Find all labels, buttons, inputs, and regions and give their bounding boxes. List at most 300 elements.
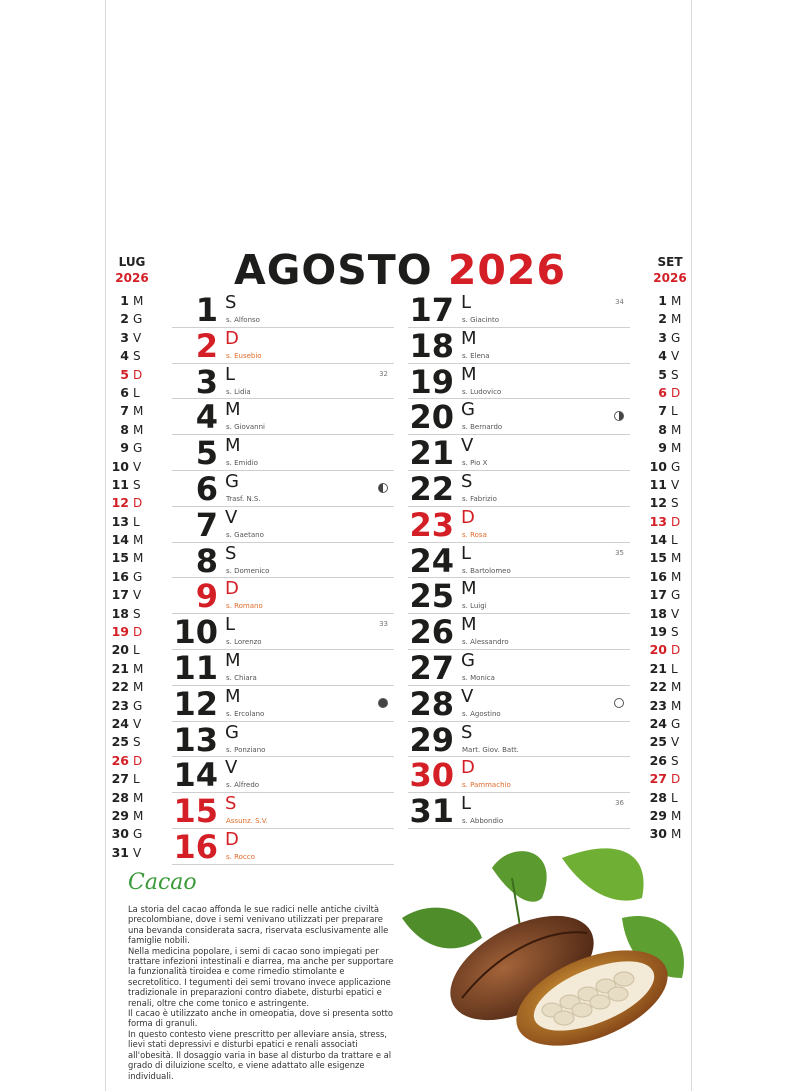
week-number: 36 xyxy=(615,799,624,808)
day-number: 26 xyxy=(649,752,667,768)
prev-month-day xyxy=(110,825,154,843)
day-number: 11 xyxy=(173,648,218,687)
next-month-day xyxy=(648,641,692,659)
day-number: 25 xyxy=(111,734,129,750)
weekday-letter: D xyxy=(671,514,681,529)
prev-month-day xyxy=(110,384,154,402)
day-number: 15 xyxy=(111,550,129,566)
weekday-letter: G xyxy=(671,716,681,731)
day-number: 14 xyxy=(173,756,218,795)
weekday-letter: L xyxy=(671,790,678,805)
day-number: 17 xyxy=(649,587,667,603)
saint-name: Assunz. S.V. xyxy=(226,817,268,826)
weekday-letter: M xyxy=(671,312,682,327)
weekday-letter: V xyxy=(671,349,680,364)
cacao-bean xyxy=(554,1011,574,1025)
moon-phase-icon xyxy=(614,698,624,708)
feature-paragraph: In questo contesto viene prescritto per alleviare ansia, stress, lievi stati depressivi e disturbi epatici e renali associati all'obesità. Il dosaggio varia in base al disturbo da trattare e al grado di diluizione scelto, e viene adattato alle esigenze individuali. xyxy=(128,1028,392,1081)
day-row xyxy=(408,578,630,614)
weekday-letter: D xyxy=(461,757,475,779)
next-month-day xyxy=(648,292,692,310)
prev-month-day xyxy=(110,402,154,420)
weekday-letter: M xyxy=(461,614,477,636)
leaf xyxy=(492,851,547,902)
day-number: 19 xyxy=(111,624,129,640)
month-year: 2026 xyxy=(447,246,566,294)
weekday-letter: M xyxy=(671,551,682,566)
prev-month-day xyxy=(110,715,154,733)
previous-month-column xyxy=(110,254,154,862)
day-number: 6 xyxy=(120,384,129,400)
day-number: 5 xyxy=(658,366,667,382)
weekday-letter: D xyxy=(225,578,239,600)
next-month-day xyxy=(648,715,692,733)
day-number: 18 xyxy=(409,326,454,365)
weekday-letter: G xyxy=(225,470,239,492)
prev-month-day xyxy=(110,844,154,862)
weekday-letter: G xyxy=(133,441,143,456)
day-row xyxy=(172,364,394,400)
day-number: 27 xyxy=(111,771,129,787)
day-number: 16 xyxy=(649,568,667,584)
weekday-letter: M xyxy=(461,327,477,349)
next-month-day xyxy=(648,678,692,696)
day-number: 12 xyxy=(173,684,218,723)
next-month-day xyxy=(648,458,692,476)
prev-month-day xyxy=(110,697,154,715)
prev-month-day xyxy=(110,678,154,696)
day-number: 9 xyxy=(195,577,218,616)
weekday-letter: G xyxy=(671,588,681,603)
day-row xyxy=(408,614,630,650)
next-month-day xyxy=(648,770,692,788)
weekday-letter: M xyxy=(461,363,477,385)
week-number: 34 xyxy=(615,298,624,306)
next-month-day xyxy=(648,402,692,420)
weekday-letter: M xyxy=(671,422,682,437)
saint-name: s. Bernardo xyxy=(462,423,503,432)
day-row xyxy=(172,793,394,829)
day-number: 13 xyxy=(649,513,667,529)
weekday-letter: D xyxy=(225,828,239,850)
day-number: 3 xyxy=(195,362,218,401)
weekday-letter: M xyxy=(671,827,682,842)
weekday-letter: S xyxy=(225,292,237,313)
prev-month-day xyxy=(110,660,154,678)
prev-month-day xyxy=(110,439,154,457)
day-number: 9 xyxy=(658,440,667,456)
day-number: 28 xyxy=(649,789,667,805)
week-number: 33 xyxy=(379,620,388,629)
day-number: 18 xyxy=(649,605,667,621)
leaf xyxy=(402,908,482,949)
weekday-letter: G xyxy=(671,330,681,345)
day-number: 24 xyxy=(409,541,454,580)
cacao-bean xyxy=(608,987,628,1001)
weekday-letter: V xyxy=(225,506,238,528)
saint-name: s. Emidio xyxy=(226,459,258,468)
prev-month-day xyxy=(110,807,154,825)
weekday-letter: S xyxy=(225,542,237,564)
saint-name: s. Luigi xyxy=(462,602,487,611)
cacao-pods-illustration xyxy=(372,838,692,1048)
cacao-bean xyxy=(614,972,634,986)
day-number: 22 xyxy=(111,679,129,695)
weekday-letter: D xyxy=(225,327,239,349)
day-number: 4 xyxy=(658,348,667,364)
weekday-letter: V xyxy=(133,330,142,345)
weekday-letter: V xyxy=(133,716,142,731)
day-row xyxy=(408,399,630,435)
days-column-left xyxy=(172,292,394,865)
day-number: 4 xyxy=(195,398,218,437)
weekday-letter: M xyxy=(671,680,682,695)
day-row xyxy=(408,793,630,829)
day-number: 24 xyxy=(111,715,129,731)
weekday-letter: M xyxy=(133,551,144,566)
weekday-letter: S xyxy=(133,735,141,750)
saint-name: s. Giovanni xyxy=(226,423,265,432)
day-number: 31 xyxy=(409,792,454,831)
saint-name: s. Alfonso xyxy=(226,316,260,324)
weekday-letter: V xyxy=(461,685,474,707)
previous-month-year: 2026 xyxy=(115,271,149,285)
weekday-letter: M xyxy=(671,808,682,823)
day-row xyxy=(172,757,394,793)
week-number: 35 xyxy=(615,548,624,557)
day-number: 16 xyxy=(111,568,129,584)
saint-name: s. Chiara xyxy=(226,673,257,682)
cacao-bean xyxy=(590,995,610,1009)
prev-month-day xyxy=(110,789,154,807)
weekday-letter: D xyxy=(133,625,143,640)
saint-name: s. Domenico xyxy=(226,566,270,575)
weekday-letter: L xyxy=(461,793,472,815)
day-number: 15 xyxy=(173,792,218,831)
day-number: 26 xyxy=(111,752,129,768)
next-month-day xyxy=(648,789,692,807)
day-number: 2 xyxy=(120,311,129,327)
weekday-letter: G xyxy=(225,721,239,743)
prev-month-day xyxy=(110,605,154,623)
day-row xyxy=(172,650,394,686)
next-month-day xyxy=(648,494,692,512)
saint-name: s. Agostino xyxy=(462,709,501,718)
day-row xyxy=(408,435,630,471)
weekday-letter: M xyxy=(133,790,144,805)
next-month-day xyxy=(648,660,692,678)
day-row xyxy=(408,722,630,758)
day-number: 10 xyxy=(111,458,129,474)
weekday-letter: L xyxy=(461,542,472,564)
weekday-letter: M xyxy=(133,661,144,676)
day-number: 8 xyxy=(195,541,218,580)
day-number: 8 xyxy=(658,421,667,437)
prev-month-day xyxy=(110,292,154,310)
saint-name: s. Abbondio xyxy=(462,817,504,826)
prev-month-day xyxy=(110,531,154,549)
day-number: 7 xyxy=(120,403,129,419)
prev-month-day xyxy=(110,421,154,439)
prev-month-day xyxy=(110,770,154,788)
saint-name: s. Fabrizio xyxy=(462,494,497,503)
day-number: 7 xyxy=(658,403,667,419)
weekday-letter: M xyxy=(225,685,241,707)
day-number: 16 xyxy=(173,827,218,866)
day-number: 9 xyxy=(120,440,129,456)
day-number: 4 xyxy=(120,348,129,364)
weekday-letter: L xyxy=(133,385,140,400)
next-month-day xyxy=(648,623,692,641)
weekday-letter: S xyxy=(671,625,679,640)
feature-title: Cacao xyxy=(128,870,197,895)
saint-name: s. Romano xyxy=(226,602,263,611)
day-number: 30 xyxy=(409,756,454,795)
prev-month-day xyxy=(110,310,154,328)
weekday-letter: L xyxy=(461,292,472,313)
next-month-day xyxy=(648,586,692,604)
day-number: 10 xyxy=(173,613,218,652)
weekday-letter: V xyxy=(133,459,142,474)
feature-paragraph: La storia del cacao affonda le sue radici nelle antiche civiltà precolombiane, dove i semi venivano utilizzati per preparare una bevanda considerata sacra, riservata esclusivamente alle famiglie nobili. xyxy=(128,904,389,946)
day-number: 1 xyxy=(658,293,667,308)
moon-phase-icon xyxy=(614,411,624,421)
day-row xyxy=(172,328,394,364)
day-number: 27 xyxy=(409,648,454,687)
weekday-letter: M xyxy=(133,680,144,695)
day-number: 21 xyxy=(409,434,454,473)
feature-paragraph: Nella medicina popolare, i semi di cacao sono impiegati per trattare infezioni intestinali e diarrea, ma anche per supportare la funzionalità tiroidea e come rimedio stimolante e secretolitico. I tegumenti dei semi trovano invece applicazione tradizionale in preparazioni contro diabete, disturbi epatici e renali, oltre che come tonico e astringente. xyxy=(128,945,394,1008)
weekday-letter: M xyxy=(133,808,144,823)
weekday-letter: D xyxy=(671,772,681,787)
day-number: 3 xyxy=(658,329,667,345)
month-name: AGOSTO xyxy=(234,246,433,294)
day-row xyxy=(408,686,630,722)
weekday-letter: M xyxy=(225,435,241,457)
weekday-letter: D xyxy=(133,496,143,511)
feature-paragraph: Il cacao è utilizzato anche in omeopatia, dove si presenta sotto forma di granuli. xyxy=(128,1008,394,1029)
weekday-letter: V xyxy=(671,735,680,750)
saint-name: s. Pammachio xyxy=(462,781,511,790)
weekday-letter: S xyxy=(671,753,679,768)
day-row xyxy=(172,507,394,543)
day-number: 30 xyxy=(111,826,129,842)
next-month-day xyxy=(648,439,692,457)
weekday-letter: D xyxy=(671,643,681,658)
day-row xyxy=(408,364,630,400)
day-number: 6 xyxy=(658,384,667,400)
day-row xyxy=(172,292,394,328)
day-number: 2 xyxy=(658,311,667,327)
day-number: 1 xyxy=(120,293,129,308)
day-row xyxy=(172,578,394,614)
prev-month-day xyxy=(110,458,154,476)
saint-name: s. Elena xyxy=(462,351,490,360)
weekday-letter: M xyxy=(225,399,241,421)
next-month-day xyxy=(648,310,692,328)
next-month-day xyxy=(648,549,692,567)
day-row xyxy=(172,435,394,471)
day-row xyxy=(172,399,394,435)
weekday-letter: M xyxy=(225,649,241,671)
saint-name: Mart. Giov. Batt. xyxy=(462,745,519,754)
prev-month-day xyxy=(110,549,154,567)
weekday-letter: V xyxy=(225,757,238,779)
weekday-letter: G xyxy=(133,827,143,842)
day-number: 31 xyxy=(111,844,129,860)
weekday-letter: S xyxy=(461,470,473,492)
next-month-name: SET xyxy=(657,255,683,269)
day-number: 27 xyxy=(649,771,667,787)
weekday-letter: G xyxy=(133,569,143,584)
day-number: 1 xyxy=(195,291,218,329)
day-row xyxy=(408,328,630,364)
weekday-letter: M xyxy=(133,533,144,548)
weekday-letter: L xyxy=(133,643,140,658)
weekday-letter: D xyxy=(133,367,143,382)
day-number: 5 xyxy=(195,434,218,473)
day-number: 14 xyxy=(111,532,129,548)
weekday-letter: D xyxy=(133,753,143,768)
saint-name: Trasf. N.S. xyxy=(226,494,261,503)
day-number: 15 xyxy=(649,550,667,566)
next-month-day xyxy=(648,807,692,825)
weekday-letter: V xyxy=(133,588,142,603)
saint-name: s. Monica xyxy=(462,673,495,682)
day-number: 20 xyxy=(649,642,667,658)
next-month-day xyxy=(648,347,692,365)
next-month-day xyxy=(648,752,692,770)
weekday-letter: M xyxy=(133,422,144,437)
day-number: 13 xyxy=(111,513,129,529)
day-number: 17 xyxy=(111,587,129,603)
saint-name: s. Ercolano xyxy=(226,709,265,718)
weekday-letter: G xyxy=(671,459,681,474)
weekday-letter: L xyxy=(225,363,236,385)
weekday-letter: M xyxy=(671,569,682,584)
day-number: 21 xyxy=(111,660,129,676)
day-number: 6 xyxy=(195,469,218,508)
weekday-letter: G xyxy=(461,399,475,421)
saint-name: s. Eusebio xyxy=(226,351,262,360)
prev-month-day xyxy=(110,641,154,659)
day-number: 22 xyxy=(409,469,454,508)
prev-month-day xyxy=(110,366,154,384)
saint-name: s. Ludovico xyxy=(462,387,502,396)
next-month-day xyxy=(648,329,692,347)
weekday-letter: D xyxy=(461,506,475,528)
weekday-letter: G xyxy=(461,649,475,671)
next-month-column xyxy=(648,254,692,844)
weekday-letter: S xyxy=(671,496,679,511)
prev-month-day xyxy=(110,623,154,641)
weekday-letter: S xyxy=(133,606,141,621)
saint-name: s. Alfredo xyxy=(226,781,260,790)
prev-month-day xyxy=(110,513,154,531)
day-row xyxy=(408,757,630,793)
next-month-day xyxy=(648,421,692,439)
week-number: 32 xyxy=(379,369,388,378)
prev-month-day xyxy=(110,329,154,347)
day-number: 20 xyxy=(409,398,454,437)
weekday-letter: S xyxy=(461,721,473,743)
day-row xyxy=(408,543,630,579)
weekday-letter: M xyxy=(671,441,682,456)
day-row xyxy=(172,686,394,722)
day-number: 7 xyxy=(195,505,218,544)
cacao-bean xyxy=(572,1003,592,1017)
day-number: 5 xyxy=(120,366,129,382)
day-number: 23 xyxy=(111,697,129,713)
day-number: 8 xyxy=(120,421,129,437)
day-number: 11 xyxy=(111,476,129,492)
weekday-letter: G xyxy=(133,698,143,713)
saint-name: s. Rosa xyxy=(462,530,487,539)
day-row xyxy=(172,614,394,650)
weekday-letter: D xyxy=(671,385,681,400)
day-number: 22 xyxy=(649,679,667,695)
saint-name: s. Rocco xyxy=(226,852,255,861)
next-month-day xyxy=(648,531,692,549)
day-number: 3 xyxy=(120,329,129,345)
day-number: 29 xyxy=(409,720,454,759)
weekday-letter: M xyxy=(671,698,682,713)
prev-month-day xyxy=(110,476,154,494)
day-number: 18 xyxy=(111,605,129,621)
previous-month-name: LUG xyxy=(118,255,146,269)
saint-name: s. Gaetano xyxy=(226,530,264,539)
prev-month-day xyxy=(110,733,154,751)
weekday-letter: S xyxy=(225,793,237,815)
next-month-day xyxy=(648,733,692,751)
saint-name: s. Ponziano xyxy=(226,745,266,754)
saint-name: s. Pio X xyxy=(462,459,488,468)
weekday-letter: G xyxy=(133,312,143,327)
day-row xyxy=(408,507,630,543)
weekday-letter: S xyxy=(671,367,679,382)
day-number: 30 xyxy=(649,826,667,842)
day-row xyxy=(172,471,394,507)
day-number: 25 xyxy=(649,734,667,750)
day-number: 12 xyxy=(111,495,129,511)
day-number: 28 xyxy=(111,789,129,805)
day-number: 10 xyxy=(649,458,667,474)
weekday-letter: L xyxy=(133,772,140,787)
leaf xyxy=(562,848,644,900)
day-number: 28 xyxy=(409,684,454,723)
weekday-letter: L xyxy=(671,533,678,548)
weekday-letter: V xyxy=(671,477,680,492)
day-row xyxy=(408,471,630,507)
weekday-letter: M xyxy=(461,578,477,600)
day-number: 26 xyxy=(409,613,454,652)
day-row xyxy=(408,650,630,686)
day-number: 12 xyxy=(649,495,667,511)
weekday-letter: V xyxy=(461,435,474,457)
weekday-letter: L xyxy=(671,661,678,676)
weekday-letter: M xyxy=(133,404,144,419)
weekday-letter: V xyxy=(671,606,680,621)
weekday-letter: L xyxy=(133,514,140,529)
day-number: 29 xyxy=(649,807,667,823)
weekday-letter: L xyxy=(671,404,678,419)
weekday-letter: S xyxy=(133,477,141,492)
weekday-letter: M xyxy=(133,294,144,308)
prev-month-day xyxy=(110,752,154,770)
day-row xyxy=(408,292,630,328)
next-month-day xyxy=(648,605,692,623)
saint-name: s. Lidia xyxy=(226,387,251,396)
